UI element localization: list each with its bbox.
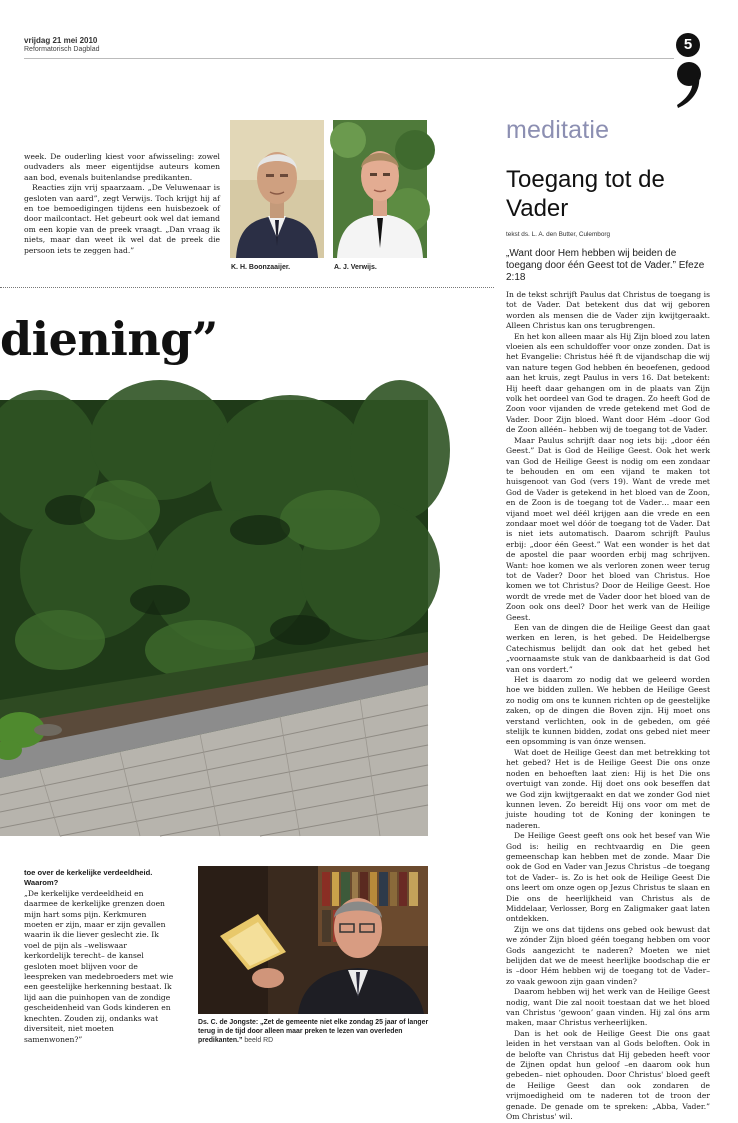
meditation-paragraph: In de tekst schrijft Paulus dat Christus de toegang is tot de Vader. Dat betekent dus dat wij geboren worden als mensen die de Vader zijn kwijtgeraakt. Alleen Christus kan ons terugbrengen. [506,290,710,331]
photo-ds-de-jongste [198,866,428,1014]
meditation-byline: tekst ds. L. A. den Butter, Culemborg [506,231,611,238]
page-number: 5 [676,33,700,57]
meditation-paragraph: Daarom hebben wij het werk van de Heilige Geest nodig, want Die zal nooit toestaan dat we het bloed van Christus ‘gewoon’ gaan vinden. Hij zal óns arm maken, maar Christus verheerlijken. [506,987,710,1028]
meditation-paragraph: Wat doet de Heilige Geest dan met betrekking tot het gebed? Het is de Heilige Geest Die ons onze noden en behoeften laat zien: Hij is het Die ons overtuigt van zonde. Hij doet ons ook beseffen dat we God zijn kwijtgeraakt en dat we zonder God niet kunnen leven. Zo bereidt Hij ons voor om met de juiste houding tot de Koning der koningen te naderen. [506,747,710,830]
portrait-caption-verwijs: A. J. Verwijs. [334,264,377,271]
header-divider [24,58,674,59]
meditation-paragraph: Maar Paulus schrijft daar nog iets bij: „door één Geest.” Dat is God de Heilige Geest. Ook het werk van God de Heilige Geest is nodig om een zondaar te behouden en om een vijand te maken tot huisgenoot van God (vers 19). Want de vrede met God de Vader is getekend in het bloed van de Zoon, en de Zoon is de toegang tot de Vader… maar een vijand moet wel déél krijgen aan die vrede en een zondaar moet wel dóór de toegang tot de Vader. Dat is niet iets automatisch. Daarom schrijft Paulus erbij: „door één Geest.” Wat een wonder is het dat de apostel die paar woorden erbij mag schrijven. Want: hoe komen we als verloren zonen weer terug tot de Vader? Door het bloed van Christus. Hoe komen we tot Christus? Door de Heilige Geest. Hoe wordt de vrede met de Vader door het bloed van de Zoon ook ons deel? Door het werk van de Heilige Geest. [506,435,710,622]
meditation-paragraph: Een van de dingen die de Heilige Geest dan gaat werken en leren, is het gebed. De Heidelbergse Catechismus belijdt dan ook dat het gebed het „voornaamste stuk van de dankbaarheid is dat God van ons vordert.” [506,623,710,674]
meditation-body [506,290,710,1123]
interview-column [24,868,174,1045]
meditation-paragraph: Zijn we ons dat tijdens ons gebed ook bewust dat we zónder Zijn bloed géén toegang hebben om voor Gods aangezicht te naderen? Moeten we niet belijden dat we de meest heerlijke boodschap die er is –door Hém hebben wij de toegang tot de Vader– zo vaak gewoon zijn gaan vinden? [506,924,710,986]
meditation-paragraph: De Heilige Geest geeft ons ook het besef van Wie God is: heilig en rechtvaardig en Die geen gemeenschap kan hebben met de zonde. Maar Die ook de God en Vader van Jezus Christus –de toegang tot de Vader– is. Zo is het ook de Heilige Geest Die ons leert om onze ogen op Jezus Christus te slaan en Die ons de heerlijkheid van Christus als de Middelaar, Verlosser, Borg en Zaligmaker gaat laten ontdekken. [506,831,710,924]
section-label-meditatie: meditatie [506,116,610,144]
newspaper-name: Reformatorisch Dagblad [24,46,100,53]
headline: diening” [0,312,218,366]
photo-caption-text: Ds. C. de Jongste: „Zet de gemeente niet elke zondag 25 jaar of langer terug in de tijd door alleen maar preken te lezen van overleden predikanten.” [198,1019,429,1044]
meditation-title: Toegang tot de Vader [506,166,665,222]
meditation-paragraph: En het kon alleen maar als Hij Zijn bloed zou laten vloeien als een schuldoffer voor onze zonden. Dat is het Evangelie: Christus héé ft de vijandschap die wij van nature tegen God hebben én beoefenen, gedood aan het kruis, zegt Paulus in vers 16. Dat betekent: Hij heeft daar gehangen om in de plaats van Zijn volk het oordeel van God te dragen. Zo heeft God de Zoon voor vijanden de vrede getekend met God de Vader. Door Zijn bloed. Want door Hém –door God de Zoon alléén– hebben wij de toegang tot de Vader. [506,331,710,435]
photo-caption [198,1018,430,1045]
article-continuation [24,152,220,256]
portrait-verwijs [333,120,427,258]
hero-photo-hedge-path [0,400,428,836]
photo-credit: beeld RD [244,1037,274,1044]
meditation-paragraph: Dan is het ook de Heilige Geest Die ons gaat leiden in het verstaan van al Gods beloften. Ook in de belofte van Christus dat Hij gebeden heeft voor de Zijnen opdat hun geloof –en daarom ook hun gebeden– niet ophouden. Door Christus' bloed geeft de Heilige Geest dan ook zondaren de vrijmoedigheid om te naderen tot de troon der genade. De genade om te spreken: „Abba, Vader.” Om Christus' wil. [506,1028,710,1122]
interview-answer: „De kerkelijke verdeeldheid en daarmee de kerkelijke grenzen doen mijn hart soms pijn. Kerkmuren moeten er zijn, maar er zijn gevallen waarin ik die liever geslecht zie. Ik voel de pijn als –weliswaar kerkordelijk terecht– de kansel gesloten moet blijven voor de leespreken van medebroeders met wie een geestelijke herkenning bestaat. Ik lijd aan die puinhopen van de zondige gescheidenheid van Gods kinderen en knechten. Zouden zij, ondanks wat diversiteit, niet moeten samenwonen?” [24,888,174,1044]
section-divider [0,287,494,288]
issue-date: vrijdag 21 mei 2010 [24,36,98,45]
intro-paragraph: Reacties zijn vrij spaarzaam. „De Veluwenaar is gesloten van aard”, zegt Verwijs. Toch krijgt hij af en toe bemoedigingen tijdens een huisbezoek of door mailcontact. Het gebeurt ook wel dat iemand om een kopie van de preek vraagt. „Dan vraag ik niets, maar dan weet ik wel dat de preek die persoon iets te zeggen had.” [24,183,220,255]
intro-paragraph: week. De ouderling kiest voor afwisseling: zowel oudvaders als meer eigentijdse auteurs komen aan bod, evenals buitenlandse predikanten. [24,152,220,182]
meditation-quote: „Want door Hem hebben wij beiden de toegang door één Geest tot de Vader.” Efeze 2:18 [506,248,705,283]
portrait-caption-boonzaaijer: K. H. Boonzaaijer. [231,264,291,271]
comma-logo-icon [672,60,708,110]
interview-question: toe over de kerkelijke verdeeldheid. Waarom? [24,868,153,888]
meditation-paragraph: Het is daarom zo nodig dat we geleerd worden hoe we bidden zullen. We hebben de Heilige Geest zo nodig om ons te kunnen richten op de geestelijke zaken, op de dingen die Boven zijn. Hij moet ons verstand verlichten, ook in de gebeden, om géé stelijk te kunnen bidden, zodat ons gebed niet meer een opsomming is van ónze wensen. [506,675,710,747]
portrait-boonzaaijer [230,120,324,258]
